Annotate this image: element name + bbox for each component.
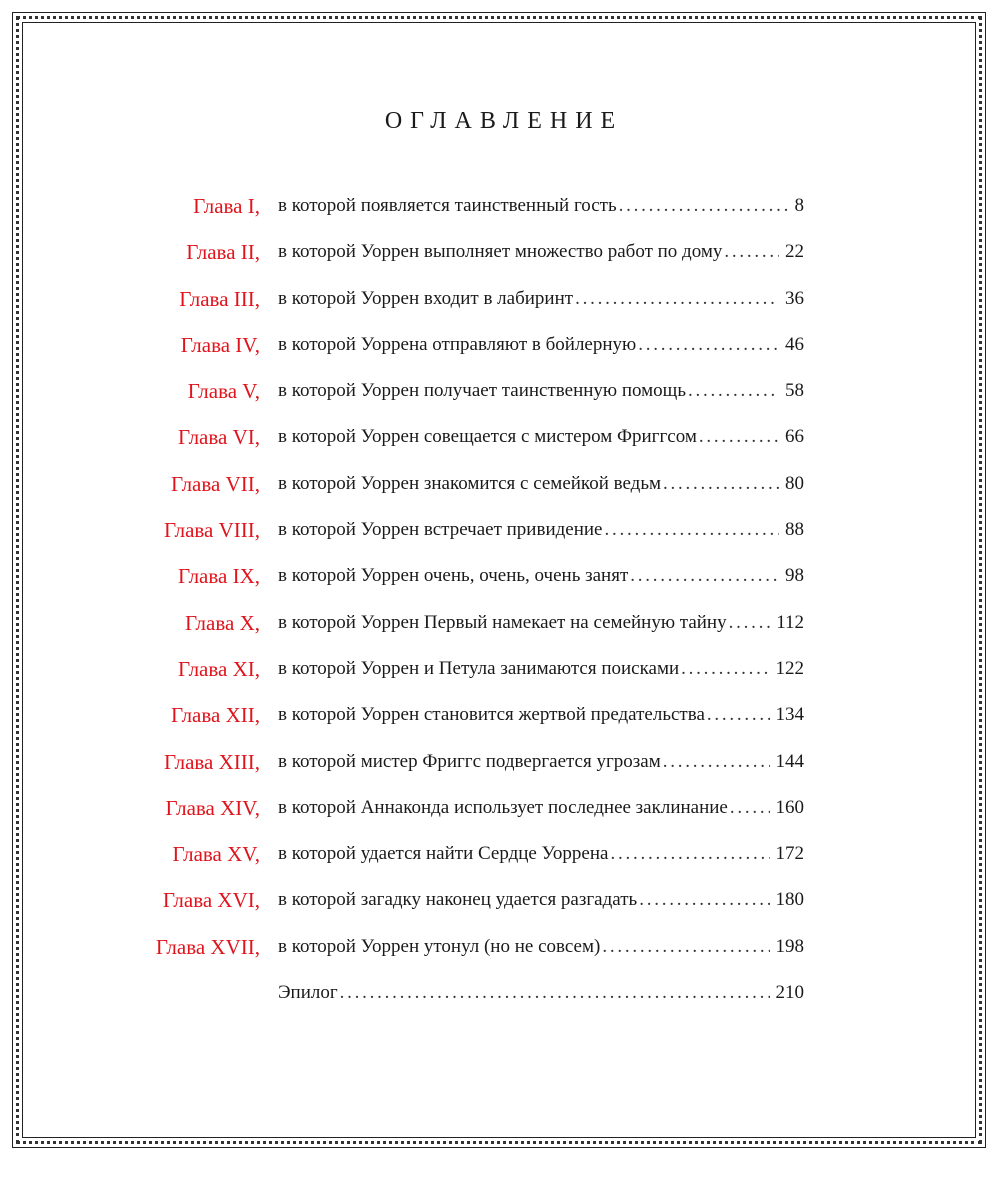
chapter-label: Глава VIII, [164, 518, 260, 543]
page-number: 180 [775, 889, 804, 911]
toc-entry [278, 701, 804, 729]
dot-leader [604, 516, 779, 544]
dot-leader [707, 701, 770, 729]
chapter-title: в которой Уоррен знакомится с семейкой ведьм [278, 472, 662, 494]
chapter-title: в которой Аннаконда использует последнее заклинание [278, 796, 728, 818]
dot-leader [681, 655, 769, 683]
toc-row [100, 423, 804, 469]
toc-entry [278, 794, 804, 822]
chapter-label: Глава IX, [178, 564, 260, 589]
page-number: 172 [775, 843, 804, 865]
page-number: 144 [775, 750, 804, 772]
page-number: 210 [775, 982, 804, 1004]
chapter-title: в которой Уоррен очень, очень, очень занят [278, 565, 629, 587]
toc-row [100, 377, 804, 423]
chapter-title: в которой удается найти Сердце Уоррена [278, 843, 609, 865]
toc-row [100, 285, 804, 331]
toc-row [100, 609, 804, 655]
page-number: 112 [776, 611, 804, 633]
toc-entry [278, 979, 804, 1007]
page-number: 22 [785, 241, 804, 263]
toc-row [100, 562, 804, 608]
chapter-title: в которой мистер Фриггс подвергается угрозам [278, 750, 661, 772]
page-number: 46 [785, 333, 804, 355]
toc-row [100, 840, 804, 886]
toc-entry [278, 886, 804, 914]
table-of-contents [100, 192, 804, 1025]
chapter-label: Глава III, [179, 286, 260, 311]
chapter-title: в которой Уоррен получает таинственную помощь [278, 380, 686, 402]
toc-entry [278, 377, 804, 405]
dot-leader [663, 470, 779, 498]
chapter-title: в которой появляется таинственный гость [278, 195, 617, 216]
page-number: 160 [775, 796, 804, 818]
chapter-title: Эпилог [278, 982, 338, 1004]
dot-leader [602, 933, 769, 961]
toc-row [100, 238, 804, 284]
dot-leader [340, 979, 770, 1007]
chapter-label: Глава XV, [172, 842, 260, 867]
chapter-label: Глава II, [186, 240, 260, 265]
page-number: 122 [775, 657, 804, 679]
toc-entry [278, 840, 804, 868]
chapter-label: Глава IV, [180, 332, 260, 357]
chapter-label: Глава VII, [171, 471, 260, 496]
toc-entry [278, 192, 804, 220]
chapter-title: в которой Уоррена отправляют в бойлерную [278, 333, 637, 355]
toc-entry [278, 748, 804, 776]
chapter-label: Глава I, [193, 194, 260, 218]
page-number: 80 [785, 472, 804, 494]
chapter-label: Глава VI, [178, 425, 260, 450]
chapter-label: Глава XI, [178, 656, 260, 681]
dot-leader [630, 562, 779, 590]
toc-entry [278, 516, 804, 544]
toc-entry [278, 331, 804, 359]
toc-entry [278, 655, 804, 683]
page-number: 8 [794, 195, 804, 216]
dot-leader [639, 886, 769, 914]
page-title: ОГЛАВЛЕНИЕ [384, 108, 624, 134]
dot-leader [688, 377, 779, 405]
chapter-label: Глава XII, [171, 703, 260, 728]
toc-entry [278, 609, 804, 637]
page-number: 198 [775, 935, 804, 957]
chapter-label: Глава X, [185, 610, 260, 635]
page-number: 98 [785, 565, 804, 587]
dot-leader [638, 331, 779, 359]
toc-row [100, 748, 804, 794]
toc-row [100, 655, 804, 701]
dot-leader [724, 238, 779, 266]
page-number: 58 [785, 380, 804, 402]
chapter-title: в которой загадку наконец удается разгадать [278, 889, 638, 911]
dot-leader [729, 609, 771, 637]
chapter-title: в которой Уоррен и Петула занимаются поисками [278, 657, 680, 679]
page-number: 88 [785, 519, 804, 541]
toc-row [100, 886, 804, 932]
chapter-title: в которой Уоррен совещается с мистером Фриггсом [278, 426, 697, 448]
dot-leader [730, 794, 770, 822]
toc-row [100, 331, 804, 377]
toc-row [100, 516, 804, 562]
chapter-title: в которой Уоррен выполняет множество работ по дому [278, 241, 723, 263]
toc-entry [278, 562, 804, 590]
page-number: 66 [785, 426, 804, 448]
toc-row [100, 794, 804, 840]
dot-leader [575, 285, 779, 313]
chapter-title: в которой Уоррен утонул (но не совсем) [278, 935, 601, 957]
chapter-title: в которой Уоррен встречает привидение [278, 519, 603, 541]
page-number: 36 [785, 287, 804, 309]
dot-leader [699, 423, 779, 451]
toc-row [100, 192, 804, 238]
chapter-title: в которой Уоррен становится жертвой предательства [278, 704, 705, 726]
toc-entry [278, 285, 804, 313]
page-number: 134 [775, 704, 804, 726]
chapter-label: Глава V, [187, 379, 260, 404]
toc-row [100, 979, 804, 1025]
chapter-title: в которой Уоррен входит в лабиринт [278, 287, 574, 309]
toc-entry [278, 423, 804, 451]
toc-entry [278, 238, 804, 266]
dot-leader [619, 192, 789, 220]
dot-leader [663, 748, 770, 776]
chapter-label: Глава XVI, [162, 888, 260, 913]
toc-row [100, 701, 804, 747]
chapter-title: в которой Уоррен Первый намекает на семейную тайну [278, 611, 727, 633]
dot-leader [610, 840, 769, 868]
toc-row [100, 470, 804, 516]
chapter-label: Глава XIII, [164, 749, 260, 774]
toc-entry [278, 470, 804, 498]
toc-entry [278, 933, 804, 961]
toc-row [100, 933, 804, 979]
chapter-label: Глава XVII, [155, 934, 260, 959]
chapter-label: Глава XIV, [165, 795, 260, 820]
